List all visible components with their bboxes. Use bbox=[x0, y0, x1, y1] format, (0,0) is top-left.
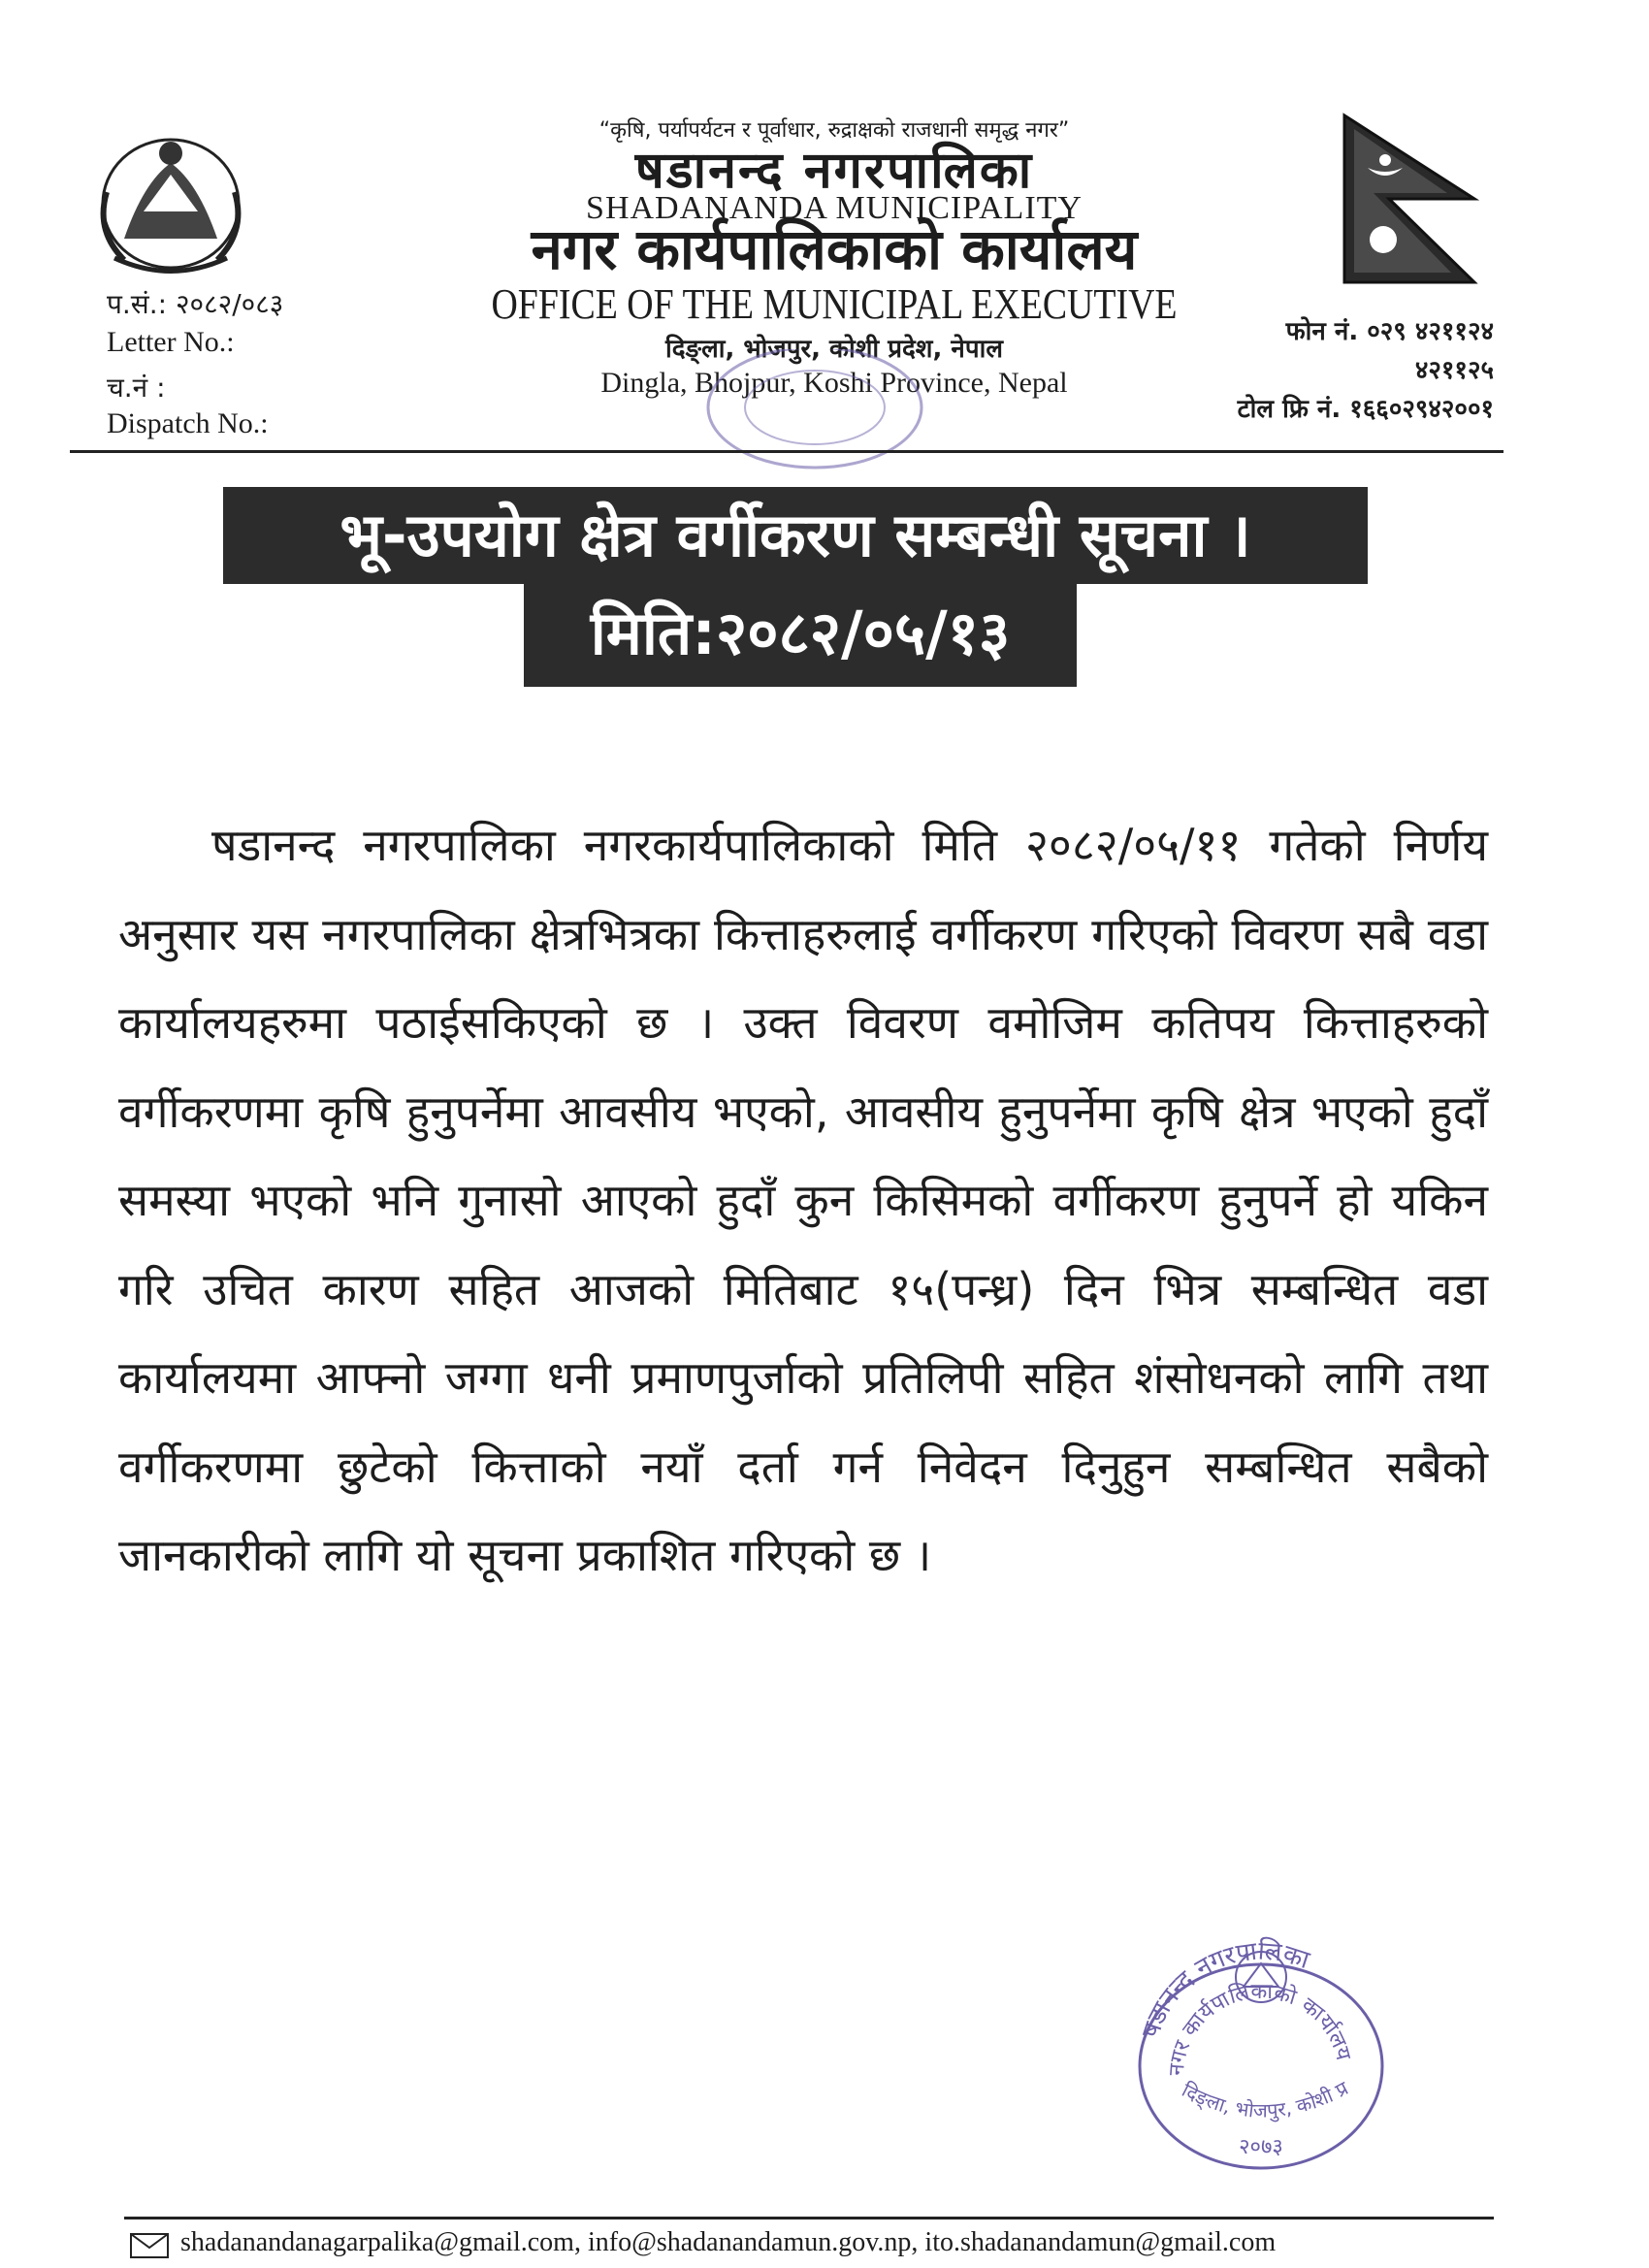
notice-body bbox=[118, 801, 1488, 1601]
stamp-line-1: षडानन्द नगरपालिका bbox=[1136, 1936, 1313, 2042]
phone-number: फोन नं. ०२९ ४२११२४ bbox=[1285, 317, 1494, 346]
footer-divider bbox=[124, 2217, 1494, 2219]
nepal-flag-icon bbox=[1339, 112, 1484, 286]
stamp-line-2: नगर कार्यपालिकाको कार्यालय bbox=[1164, 1979, 1356, 2077]
notice-date: मिति:२०८२/०५/१३ bbox=[524, 580, 1077, 687]
office-name-english: OFFICE OF THE MUNICIPAL EXECUTIVE bbox=[491, 280, 1178, 328]
header-divider bbox=[70, 450, 1504, 453]
mail-icon bbox=[130, 2233, 169, 2258]
phone-number-alt: ४२११२५ bbox=[1414, 356, 1494, 385]
stamp-line-3: दिङ्ला, भोजपुर, कोशी प्र bbox=[1178, 2076, 1352, 2122]
dispatch-no-label: Dispatch No.: bbox=[107, 407, 269, 439]
office-name-nepali: नगर कार्यपालिकाको कार्यालय bbox=[531, 216, 1138, 282]
municipality-name-nepali: षडानन्द नगरपालिका bbox=[634, 142, 1034, 200]
address-english: Dingla, Bhojpur, Koshi Province, Nepal bbox=[600, 367, 1068, 399]
letter-no-label: Letter No.: bbox=[107, 326, 235, 358]
notice-paragraph: षडानन्द नगरपालिका नगरकार्यपालिकाको मिति २०८२/०५/११ गतेको निर्णय अनुसार यस नगरपालिका क्षेत्रभित्रका कित्ताहरुलाई वर्गीकरण गरिएको विवरण सबै वडा कार्यालयहरुमा पठाईसकिएको छ । उक्त विवरण वमोजिम कतिपय कित्ताहरुको वर्गीकरणमा कृषि हुनुपर्नेमा आवसीय भएको, आवसीय हुनुपर्नेमा कृषि क्षेत्र भएको हुदाँ समस्या भएको भनि गुनासो आएको हुदाँ कुन किसिमको वर्गीकरण हुनुपर्ने हो यकिन गरि उचित कारण सहित आजको मितिबाट १५(पन्ध्र) दिन भित्र सम्बन्धित वडा कार्यालयमा आफ्नो जग्गा धनी प्रमाणपुर्जाको प्रतिलिपी सहित शंसोधनको लागि तथा वर्गीकरणमा छुटेको कित्ताको नयाँ दर्ता गर्न निवेदन दिनुहुन सम्बन्धित सबैको जानकारीको लागि यो सूचना प्रकाशित गरिएको छ । bbox=[118, 819, 1488, 1581]
address-nepali: दिङ्ला, भोजपुर, कोशी प्रदेश, नेपाल bbox=[665, 335, 1003, 364]
reference-number: प.सं.: २०८२/०८३ bbox=[107, 288, 284, 320]
nepal-emblem-icon bbox=[85, 124, 256, 279]
official-stamp bbox=[1116, 1921, 1406, 2173]
stamp-year: २०७३ bbox=[1239, 2135, 1283, 2159]
municipality-name-english: SHADANANDA MUNICIPALITY bbox=[586, 190, 1083, 226]
notice-title: भू-उपयोग क्षेत्र वर्गीकरण सम्बन्धी सूचना । bbox=[223, 487, 1368, 584]
dispatch-number: च.नं : bbox=[107, 372, 166, 404]
stamp-seal-icon bbox=[1116, 1921, 1406, 2173]
svg-text:नगर कार्यपालिकाको कार्यालय bbox=[1165, 1979, 1356, 2076]
toll-free-number: टोल फ्रि नं. १६६०२९४२००१ bbox=[1237, 395, 1494, 424]
footer-emails: shadanandanagarpalika@gmail.com, info@shadanandamun.gov.np, ito.shadanandamun@gmail.com bbox=[180, 2227, 1277, 2257]
municipal-slogan: “कृषि, पर्यापर्यटन र पूर्वाधार, रुद्राक्षको राजधानी समृद्ध नगर” bbox=[598, 118, 1070, 143]
office-stamp-faint-icon bbox=[698, 349, 931, 475]
